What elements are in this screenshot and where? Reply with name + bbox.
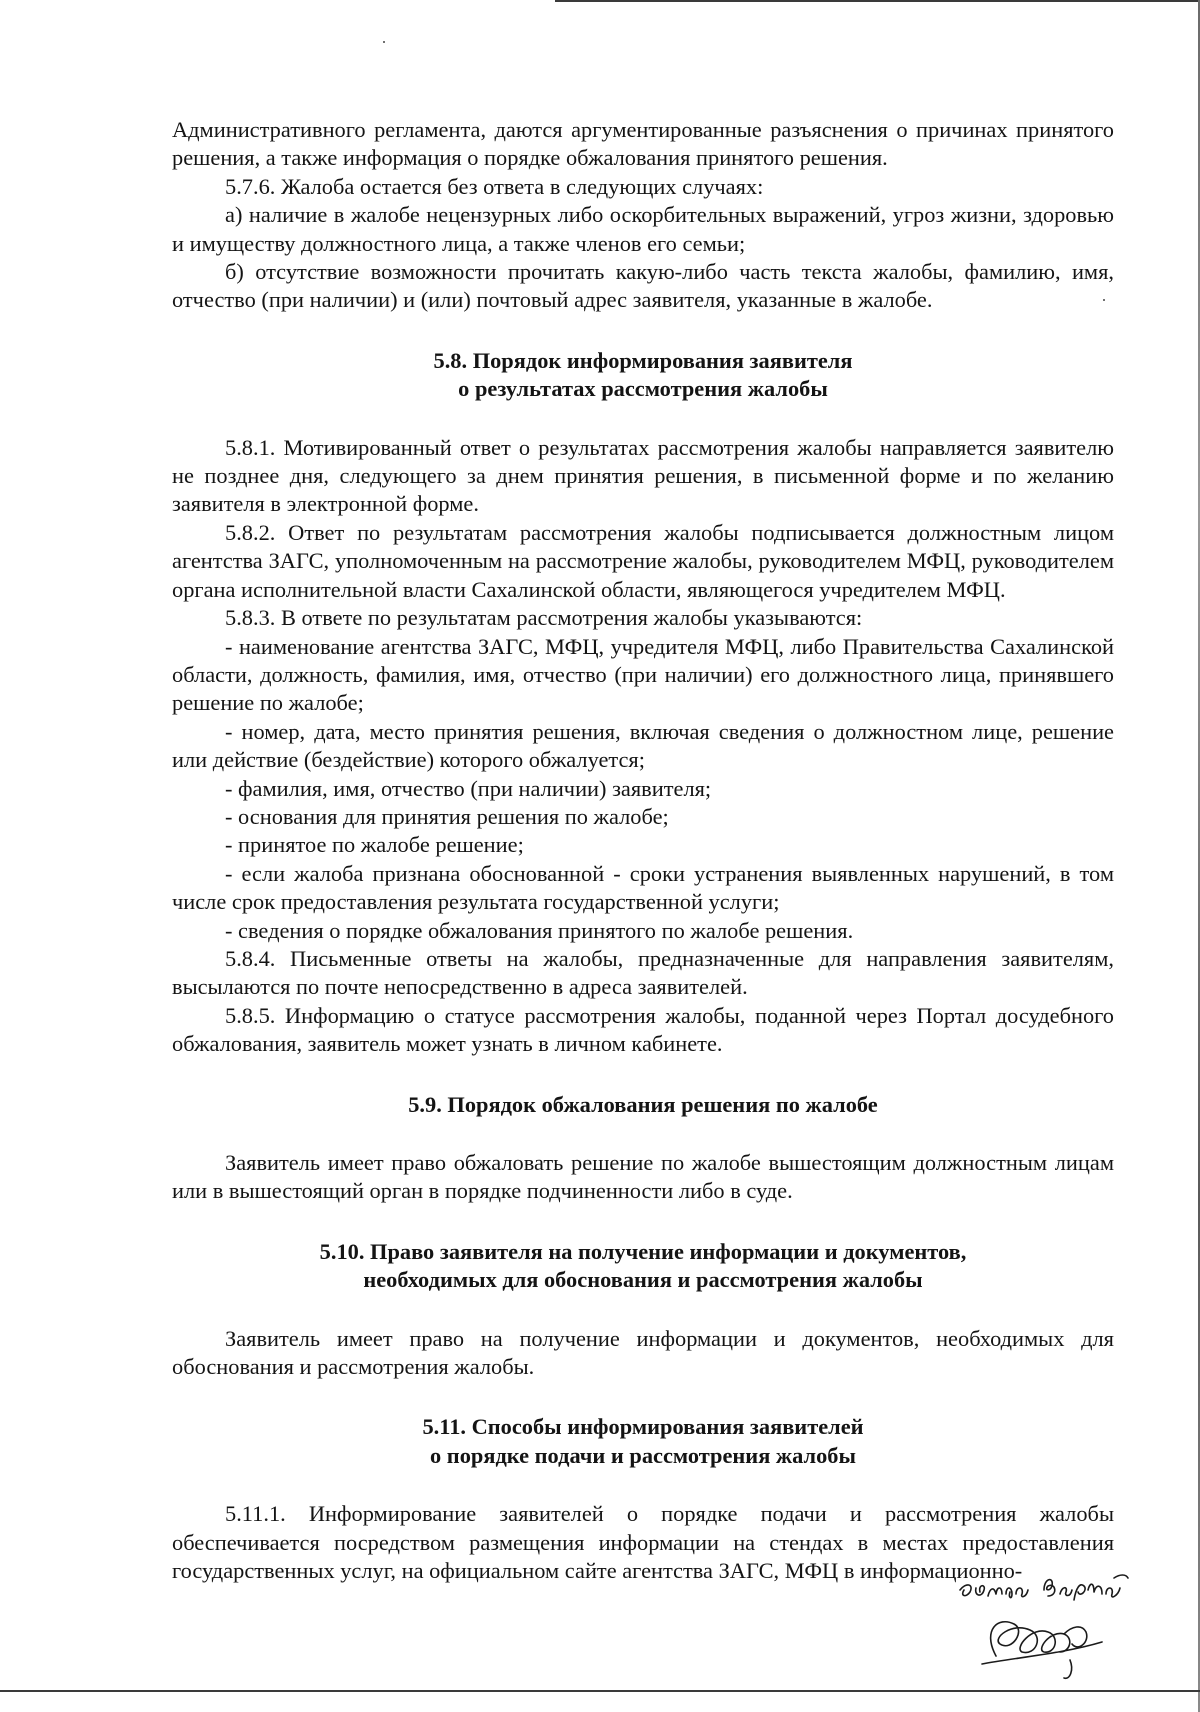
paragraph-5-8-2: 5.8.2. Ответ по результатам рассмотрения жалобы подписывается должностным лицом агентства ЗАГС, уполномоченным на рассмотрение жалобы, руководителем МФЦ, руководителем органа исполнительной власти Сахалинской области, являющегося учредителем МФЦ.: [172, 519, 1114, 602]
list-item: - принятое по жалобе решение;: [225, 832, 524, 858]
paragraph: Административного регламента, даются аргументированные разъяснения о причинах принятого решения, а также информация о порядке обжалования принятого решения.: [172, 117, 1114, 171]
section-heading-5-11: [172, 1413, 1114, 1470]
document-body: [172, 116, 1114, 1585]
list-item: - сведения о порядке обжалования принятого по жалобе решения.: [225, 917, 854, 943]
paragraph-5-8-4: 5.8.4. Письменные ответы на жалобы, предназначенные для направления заявителям, высылаются по почте непосредственно в адреса заявителей.: [172, 945, 1114, 1000]
list-item: - наименование агентства ЗАГС, МФЦ, учредителя МФЦ, либо Правительства Сахалинской области, должность, фамилия, имя, отчество (при наличии) его должностного лица, принявшего решение по жалобе;: [172, 633, 1114, 716]
list-item: - фамилия, имя, отчество (при наличии) заявителя;: [225, 775, 712, 801]
paragraph-item-b: б) отсутствие возможности прочитать какую-либо часть текста жалобы, фамилию, имя, отчество (при наличии) и (или) почтовый адрес заявителя, указанные в жалобе.: [172, 259, 1114, 313]
heading-line: 5.10. Право заявителя на получение информации и документов,: [319, 1238, 967, 1264]
list-item: - номер, дата, место принятия решения, включая сведения о должностном лице, решение или действие (бездействие) которого обжалуется;: [172, 718, 1114, 773]
heading-line: 5.11. Способы информирования заявителей: [422, 1414, 864, 1440]
section-heading-5-8: [172, 347, 1114, 404]
paragraph-5-11-1: 5.11.1. Информирование заявителей о порядке подачи и рассмотрения жалобы обеспечивается посредством размещения информации на стендах в местах предоставления государственных услуг, на официальном сайте агентства ЗАГС, МФЦ в информационно-: [172, 1501, 1114, 1584]
heading-line: необходимых для обоснования и рассмотрения жалобы: [363, 1267, 923, 1293]
section-heading-5-9: 5.9. Порядок обжалования решения по жалобе: [408, 1091, 878, 1117]
paragraph-5-8-1: 5.8.1. Мотивированный ответ о результатах рассмотрения жалобы направляется заявителю не позднее дня, следующего за днем принятия решения, в письменной форме и по желанию заявителя в электронной форме.: [172, 434, 1114, 517]
handwritten-signature: [952, 1560, 1192, 1690]
scan-bottom-edge: [0, 1690, 1200, 1692]
heading-line: о результатах рассмотрения жалобы: [458, 376, 828, 402]
paragraph-5-10: Заявитель имеет право на получение информации и документов, необходимых для обоснования и рассмотрения жалобы.: [172, 1325, 1114, 1380]
paragraph-5-8-5: 5.8.5. Информацию о статусе рассмотрения жалобы, поданной через Портал досудебного обжалования, заявитель может узнать в личном кабинете.: [172, 1002, 1114, 1057]
scan-speck: [383, 41, 385, 43]
paragraph-5-9: Заявитель имеет право обжаловать решение по жалобе вышестоящим должностным лицам или в вышестоящий орган в порядке подчиненности либо в суде.: [172, 1150, 1114, 1204]
paragraph-item-a: а) наличие в жалобе нецензурных либо оскорбительных выражений, угроз жизни, здоровью и имуществу должностного лица, а также членов его семьи;: [172, 202, 1114, 256]
paragraph-5-8-3: 5.8.3. В ответе по результатам рассмотрения жалобы указываются:: [225, 605, 863, 631]
heading-line: о порядке подачи и рассмотрения жалобы: [430, 1442, 856, 1468]
list-item: - основания для принятия решения по жалобе;: [225, 803, 669, 829]
scan-top-edge: [555, 0, 1200, 2]
list-item: - если жалоба признана обоснованной - сроки устранения выявленных нарушений, в том числе срок предоставления результата государственной услуги;: [172, 860, 1114, 915]
paragraph-5-7-6: 5.7.6. Жалоба остается без ответа в следующих случаях:: [225, 173, 764, 199]
section-heading-5-10: [172, 1238, 1114, 1295]
heading-line: 5.8. Порядок информирования заявителя: [433, 347, 853, 373]
